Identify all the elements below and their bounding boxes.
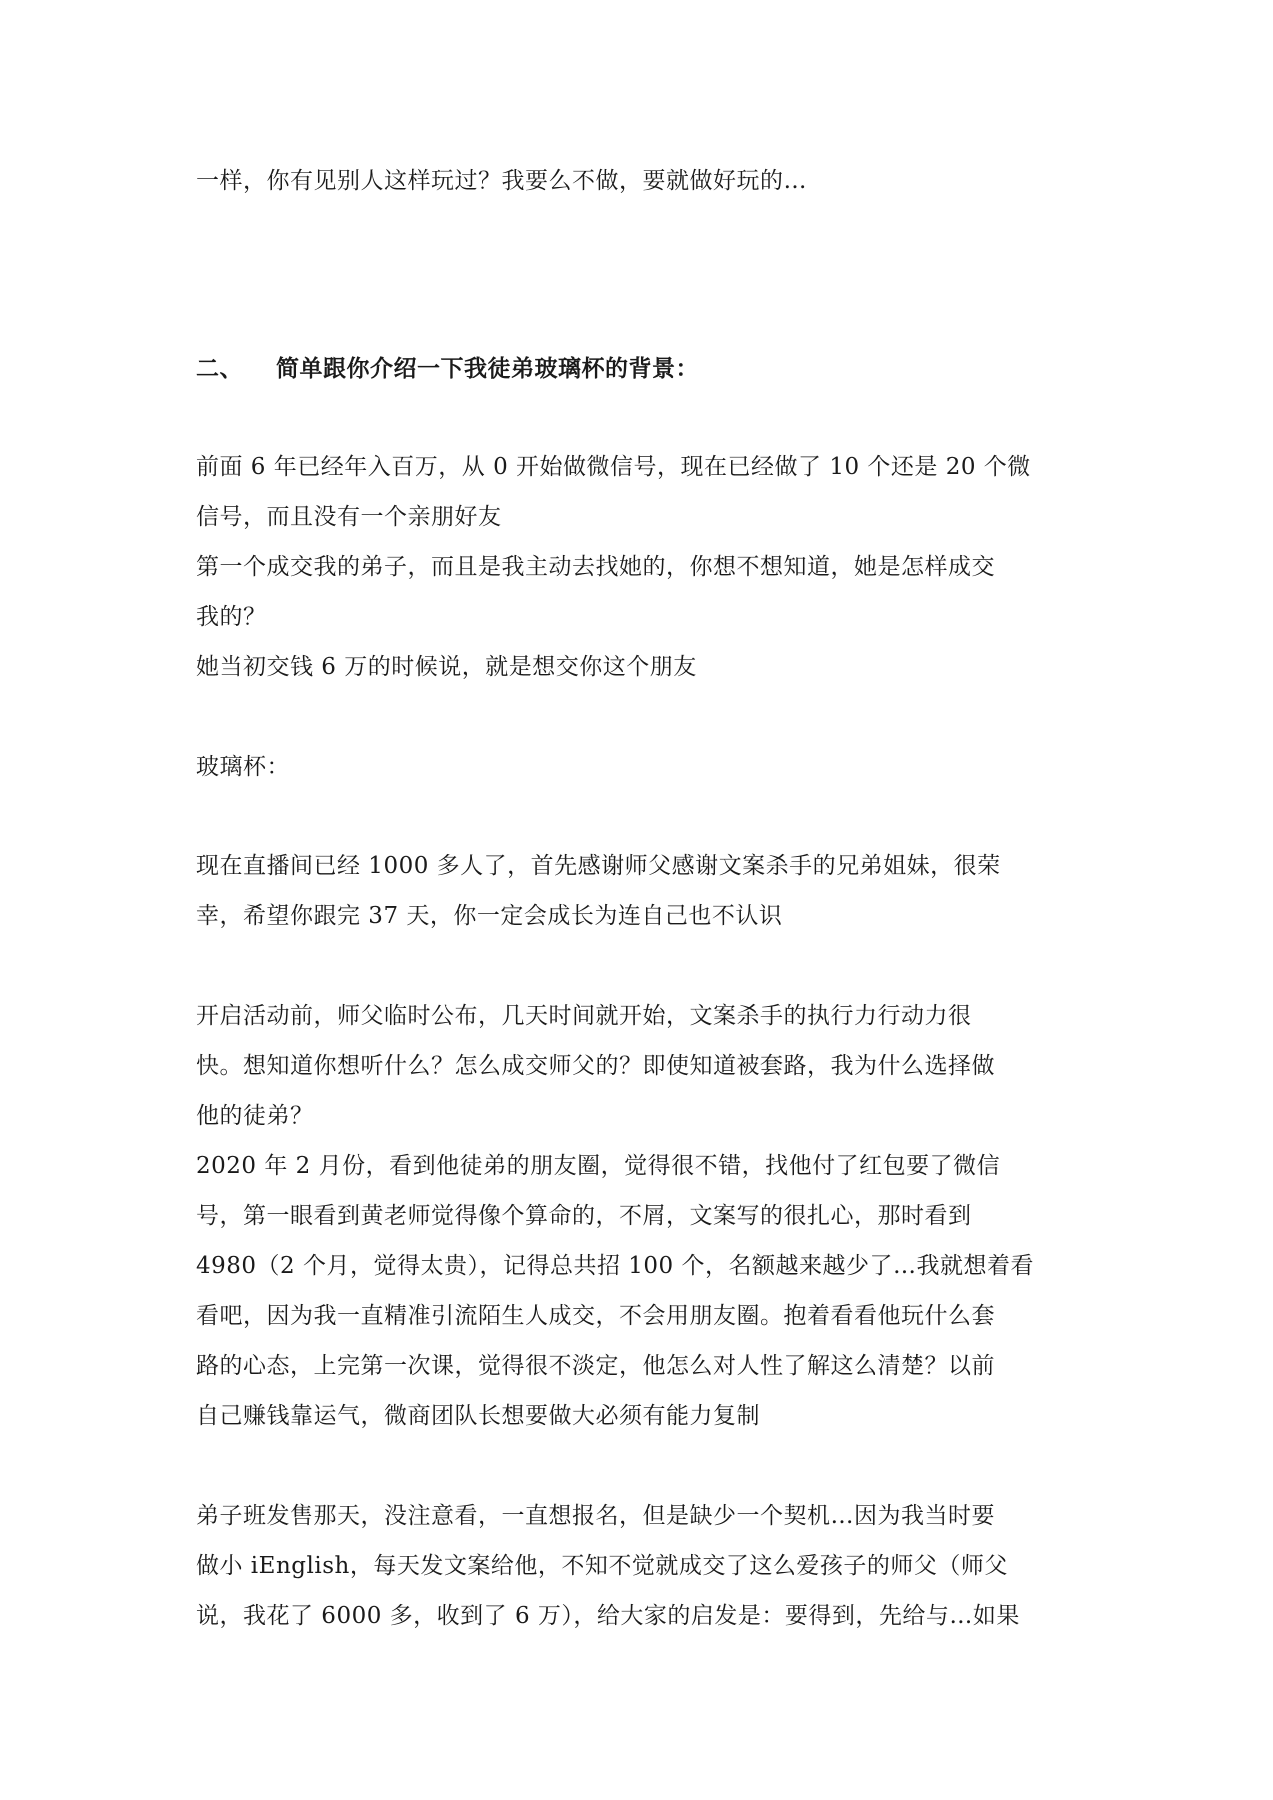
text-line: 信号，而且没有一个亲朋好友 <box>196 504 502 530</box>
text-line: 开启活动前，师父临时公布，几天时间就开始，文案杀手的执行力行动力很 <box>196 1003 972 1029</box>
section-heading <box>196 354 699 384</box>
section-title: 简单跟你介绍一下我徒弟玻璃杯的背景： <box>276 355 699 382</box>
text-line: 第一个成交我的弟子，而且是我主动去找她的，你想不想知道，她是怎样成交 <box>196 554 995 580</box>
text-line: 弟子班发售那天，没注意看，一直想报名，但是缺少一个契机…因为我当时要 <box>196 1503 995 1529</box>
speaker-label: 玻璃杯： <box>196 754 290 780</box>
text-line: 2020 年 2 月份，看到他徒弟的朋友圈，觉得很不错，找他付了红包要了微信 <box>196 1153 1001 1179</box>
text-line: 快。想知道你想听什么？怎么成交师父的？即使知道被套路，我为什么选择做 <box>196 1053 995 1079</box>
text-line: 幸，希望你跟完 37 天，你一定会成长为连自己也不认识 <box>196 903 783 929</box>
text-line: 我的？ <box>196 604 267 630</box>
text-line: 自己赚钱靠运气，微商团队长想要做大必须有能力复制 <box>196 1403 760 1429</box>
section-number: 二、 <box>196 355 243 382</box>
text-line: 号，第一眼看到黄老师觉得像个算命的，不屑，文案写的很扎心，那时看到 <box>196 1203 972 1229</box>
text-line: 前面 6 年已经年入百万，从 0 开始做微信号，现在已经做了 10 个还是 20 个微 <box>196 454 1031 480</box>
text-line: 做小 iEnglish，每天发文案给他，不知不觉就成交了这么爱孩子的师父（师父 <box>196 1553 1008 1579</box>
text-line: 现在直播间已经 1000 多人了，首先感谢师父感谢文案杀手的兄弟姐妹，很荣 <box>196 853 1001 879</box>
text-line: 看吧，因为我一直精准引流陌生人成交，不会用朋友圈。抱着看看他玩什么套 <box>196 1303 995 1329</box>
text-line: 他的徒弟？ <box>196 1103 314 1129</box>
text-line: 4980（2 个月，觉得太贵），记得总共招 100 个，名额越来越少了…我就想着看 <box>196 1253 1034 1279</box>
text-line: 路的心态，上完第一次课，觉得很不淡定，他怎么对人性了解这么清楚？以前 <box>196 1353 995 1379</box>
text-line: 一样，你有见别人这样玩过？我要么不做，要就做好玩的… <box>196 168 807 194</box>
text-line: 说，我花了 6000 多，收到了 6 万），给大家的启发是：要得到，先给与…如果 <box>196 1603 1020 1629</box>
text-line: 她当初交钱 6 万的时候说，就是想交你这个朋友 <box>196 654 697 680</box>
